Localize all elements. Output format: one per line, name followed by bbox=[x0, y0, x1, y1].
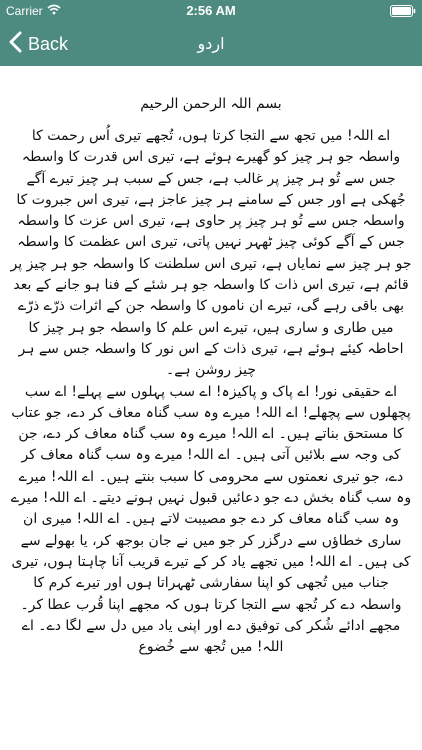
status-time: 2:56 AM bbox=[186, 3, 236, 18]
page-title: اردو bbox=[197, 34, 225, 53]
battery-icon bbox=[390, 5, 416, 20]
dua-text bbox=[10, 126, 412, 658]
dua-paragraph-1: اے اللہ! میں تجھ سے التجا کرتا ہوں، تُجھے تیری اُس رحمت کا واسطہ جو ہر چیز کو گھیرے ہوئے ہے، تیری اس قدرت کا واسطہ جس سے تُو ہر چیز پر غالب ہے، جس کے سبب ہر چیز تیرے آگے جُھکی ہے اور جس کے سامنے ہر چیز عاجز ہے، تیری اس جبروت کا واسطہ جس سے تُو ہر چیز پر حاوی ہے، تیری اس عزت کا واسطہ جس کے آگے کوئی چیز ٹھہر نہیں پاتی، تیری اس عظمت کا واسطہ جو ہر چیز سے نمایاں ہے، تیری اس سلطنت کا واسطہ جو ہر چیز پر قائم ہے، تیری اس ذات کا واسطہ جو ہر شئے کے فنا ہو جانے کے بعد بھی باقی رہے گی، تیرے ان ناموں کا واسطہ جن کے اثرات ذرّے ذرّے میں طاری و ساری ہیں، تیرے اس علم کا واسطہ جو ہر چیز کا احاطہ کیئے ہوئے ہے، تیری ذات کے اس نور کا واسطہ جس سے ہر چیز روشن ہے۔ bbox=[10, 128, 412, 379]
status-bar bbox=[0, 0, 422, 22]
carrier-label: Carrier bbox=[6, 4, 43, 18]
dua-content[interactable] bbox=[0, 66, 422, 750]
navigation-bar bbox=[0, 22, 422, 66]
bismillah-heading: بسم اللہ الرحمن الرحیم bbox=[140, 96, 282, 112]
dua-paragraph-2: اے حقیقی نور! اے پاک و پاکیزہ! اے سب پہلوں سے پہلے! اے سب پچھلوں سے پچھلے! اے اللہ! میرے وہ سب گناہ معاف کر دے، جو عتاب کا مستحق بناتے ہیں۔ اے اللہ! میرے وہ سب گناہ معاف کر دے، جن کی وجہ سے بلائیں آتی ہیں۔ اے اللہ! میرے وہ سب گناہ معاف کر دے، جو تیری نعمتوں سے محرومی کا سبب بنتے ہیں۔ اے اللہ! میرے وہ سب گناہ بخش دے جو دعائیں قبول نہیں ہونے دیتے۔ اے اللہ! میرے وہ سب گناہ معاف کر دے جو مصیبت لاتے ہیں۔ اے اللہ! میری ان ساری خطاؤں سے درگزر کر جو میں نے جان بوجھ کر، یا بھولے سے کی ہیں۔ اے اللہ! میں تجھے یاد کر کے تیرے قریب آنا چاہتا ہوں، تیری جناب میں تُجھی کو اپنا سفارشی ٹھہراتا ہوں اور تیرے کرم کا واسطہ دے کر تُجھ سے التجا کرتا ہوں کہ مجھے اپنا قُرب عطا کر۔ مجھے ادائے شُکر کی توفیق دے اور اپنی یاد میں دل سے لگا دے۔ اے اللہ! میں تُجھ سے خُضوع bbox=[10, 383, 412, 656]
back-label: Back bbox=[28, 33, 69, 54]
